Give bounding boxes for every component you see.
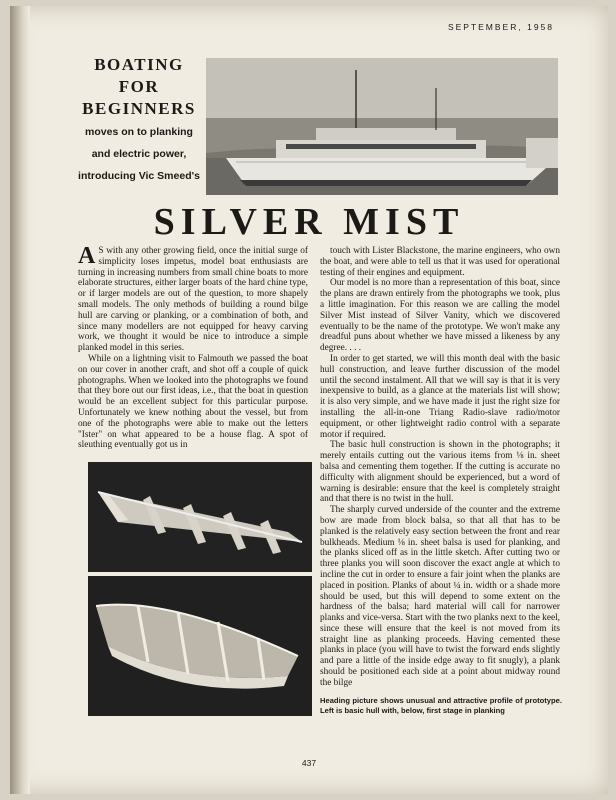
paragraph: touch with Lister Blackstone, the marine engineers, who own the boat, and were able to tell us that it was used for operational testing of their engines and equipment. <box>320 246 560 278</box>
article-kicker <box>74 54 204 186</box>
photo-first-planking-stage <box>88 576 312 716</box>
paragraph-text: S with any other growing field, once the initial surge of simplicity loses impetus, model boat enthusiasts are turning in increasing numbers from small chine boats to more elaborate structures, either larger boats of the hard chine type, or if larger models are out of the question, to more shapely small models. The only methods of building a round bilge hull are carving or planking, or a combination of both, and since many modellers are not equipped for heavy carving work, we thought it would be nice to introduce a simple planked model in this series. <box>78 246 308 354</box>
text-column-right <box>320 246 560 689</box>
paragraph: The sharply curved underside of the counter and the extreme bow are made from block balsa, so that all that has to be planked is the relatively easy section between the front and rear bulkheads. Medium ⅛ in. sheet balsa is used for planking, and the planks sliced off as in the little sketch. After cutting two or three planks you will soon discover the exact angle at which to incline the cut in order to ensure a fair joint when the planks are placed in position. Planks of about ¼ in. width or a shade more should be used, but this will depend to some extent on the hardness of the balsa; hard material will call for narrower planks and vice-versa. Start with the two planks next to the keel, since these will ensure that the keel is not moved from its straight line as planking proceeds. Having cemented these planks in place (you will have to twist the forward ends slightly and pare a little of the inside edge away to fit snugly), a plank should be positioned each side at a point about midway round the bilge <box>320 505 560 688</box>
page-number: 437 <box>301 758 317 768</box>
photo-caption: Heading picture shows unusual and attractive profile of prototype. Left is basic hull with, below, first stage in planking <box>320 696 562 715</box>
text-column-left <box>78 243 308 451</box>
kicker-line-5: and electric power, <box>91 148 187 160</box>
paragraph <box>78 243 308 354</box>
kicker-line-1: BOATING <box>94 55 184 74</box>
page-binding-shadow <box>10 6 30 794</box>
kicker-line-4: moves on to planking <box>85 126 193 138</box>
paragraph: Our model is no more than a representation of this boat, since the plans are drawn entirely from the photographs we took, plus a little imagination. For this reason we are calling the model Silver Mist instead of Silver Vanity, which we discovered eventually to be the name of the prototype. We won't make any dreadful puns about whether we have missed a likeness by any degree. . . . <box>320 278 560 354</box>
kicker-line-2: FOR <box>118 77 160 96</box>
drop-cap: A <box>78 243 96 269</box>
hero-photo-motor-yacht <box>206 58 558 195</box>
photo-basic-hull <box>88 462 312 572</box>
paragraph: In order to get started, we will this month deal with the basic hull construction, and leave further discussion of the model until the second instalment. All that we will say is that it is very inexpensive to build, as a glance at the materials list will show; it is also very simple, and we have made it just the right size for installing the all-in-one Triang Radio-slave radio/motor equipment, or other lightweight radio control with a separate motor if required. <box>320 353 560 440</box>
kicker-line-3: BEGINNERS <box>82 99 196 118</box>
running-head: SEPTEMBER, 1958 <box>447 22 554 32</box>
paragraph: While on a lightning visit to Falmouth we passed the boat on our cover in another craft, and shot off a couple of quick photographs. When we looked into the photographs we found that they bore out our first ideas, i.e., that the boat in question would be an excellent subject for this particular purpose. Unfortunately we knew nothing about the vessel, but from one of the photographs were able to make out the letters "Ister" on what appeared to be a house flag. A spot of sleuthing eventually got us in <box>78 353 308 451</box>
article-title: SILVER MIST <box>153 201 465 243</box>
kicker-line-6: introducing Vic Smeed's <box>78 170 200 182</box>
paragraph: The basic hull construction is shown in the photographs; it merely entails cutting out the various items from ⅛ in. sheet balsa and cementing them together. If the cutting is accurate no difficulty with alignment should be experienced, but a word of warning is desirable: ensure that the keel is completely straight and that there is no twist in the hull. <box>320 440 560 505</box>
magazine-page <box>10 6 608 794</box>
